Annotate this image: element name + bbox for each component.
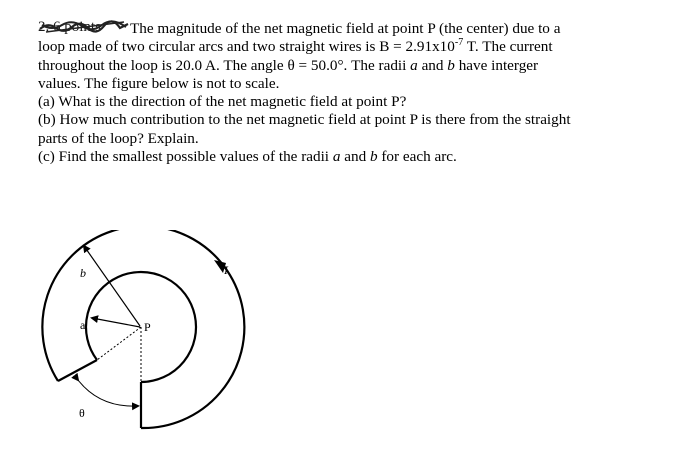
- problem-line-1: 2. 6 points The magnitude of the net magnetic field at point P (the center) due to a: [38, 19, 561, 37]
- label-a: a: [80, 318, 86, 332]
- problem-line-2: loop made of two circular arcs and two straight wires is $B = 2.91x10^{-7}$ T. The current: [38, 37, 553, 56]
- label-p: P: [144, 320, 151, 334]
- question-b-line-1: (b) How much contribution to the net magnetic field at point P is there from the straight: [38, 111, 571, 129]
- theta-angle-arc: [78, 380, 138, 406]
- question-a: (a) What is the direction of the net magnetic field at point P?: [38, 93, 407, 111]
- dotted-radius-left: [97, 327, 141, 360]
- loop-figure: [40, 230, 260, 460]
- radius-a-arrow: [92, 318, 140, 327]
- label-theta: θ: [79, 406, 85, 420]
- question-c: (c) Find the smallest possible values of the radii a and b for each arc.: [38, 148, 457, 166]
- problem-line-4: values. The figure below is not to scale.: [38, 74, 280, 92]
- label-i: I: [224, 263, 228, 277]
- radius-b-arrow: [84, 246, 140, 326]
- question-b-line-2: parts of the loop? Explain.: [38, 129, 199, 147]
- problem-line-3: throughout the loop is 20.0 A. The angle θ = 50.0°. The radii a and b have interger: [38, 56, 539, 74]
- label-b: b: [80, 266, 86, 280]
- loop-diagram: [40, 230, 260, 460]
- crossed-out-point-value: 2. 6 points: [38, 20, 130, 34]
- straight-wire-left: [58, 360, 97, 381]
- problem-text: [38, 20, 638, 166]
